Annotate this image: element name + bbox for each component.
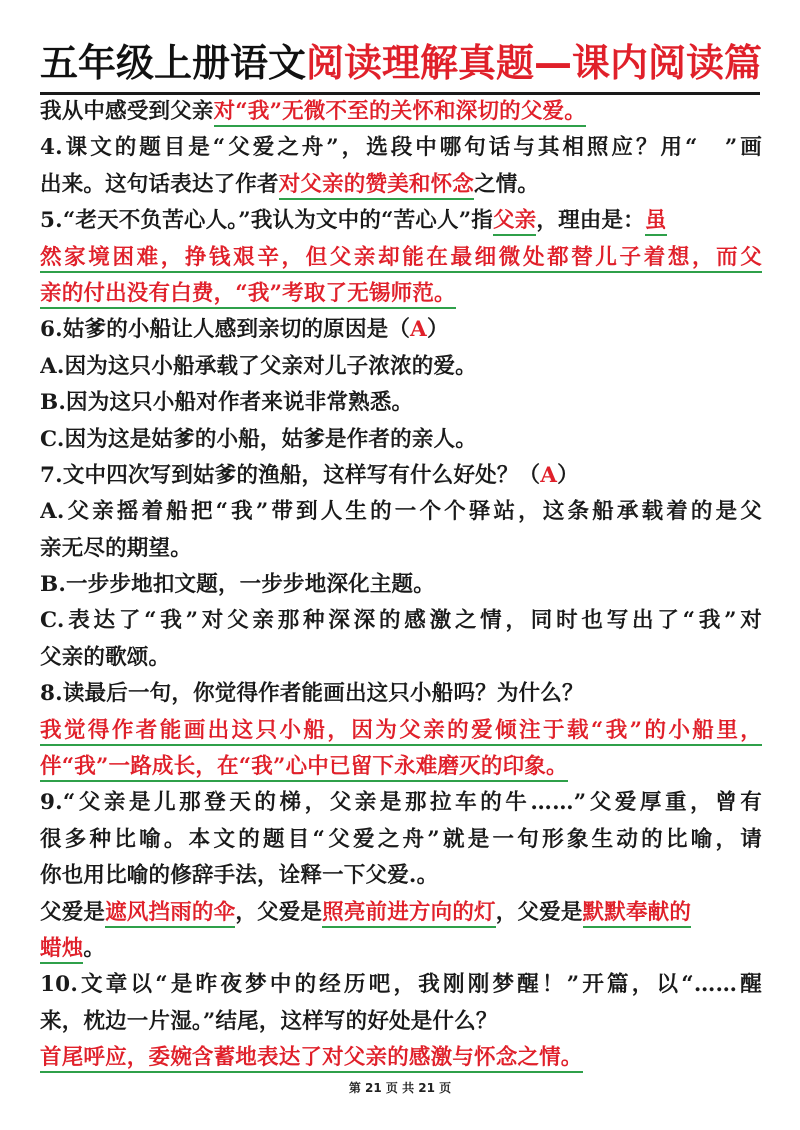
- answer-text: 对父亲的赞美和怀念: [279, 172, 474, 200]
- answer-line: 然家境困难，挣钱艰辛，但父亲却能在最细微处都替儿子着想，而父: [40, 240, 762, 276]
- text-line: 来，枕边一片湿。”结尾，这样写的好处是什么？: [40, 1008, 498, 1034]
- question-10: 10.文章以“是昨夜梦中的经历吧，我刚刚梦醒！”开篇，以“……醒: [40, 972, 762, 998]
- question-6: 6.姑爹的小船让人感到亲切的原因是（A）: [40, 317, 449, 343]
- question-5: 5.“老天不负苦心人。”我认为文中的“苦心人”指父亲，理由是：虽: [40, 203, 762, 239]
- title-topic: 阅读理解真题—课内阅读篇: [306, 41, 763, 85]
- answer-text: 父亲: [493, 208, 536, 236]
- answer-line: 蜡烛。: [40, 931, 762, 967]
- answer-choice: A: [410, 317, 427, 343]
- question-8: 8.读最后一句，你觉得作者能画出这只小船吗？为什么？: [40, 681, 584, 707]
- text-line: 出来。这句话表达了作者对父亲的赞美和怀念之情。: [40, 167, 762, 203]
- text-line: 父亲的歌颂。: [40, 644, 171, 670]
- text-line: 亲无尽的期望。: [40, 535, 192, 561]
- document-body: [40, 94, 762, 1077]
- text-line: 很多种比喻。本文的题目“父爱之舟”就是一句形象生动的比喻，请: [40, 826, 762, 852]
- answer-line: 首尾呼应，委婉含蓄地表达了对父亲的感激与怀念之情。: [40, 1040, 762, 1076]
- question-9: 9.“父亲是儿那登天的梯，父亲是那拉车的牛……”父爱厚重，曾有: [40, 790, 762, 816]
- option-a: A.因为这只小船承载了父亲对儿子浓浓的爱。: [40, 353, 477, 379]
- answer-text: 对“我”无微不至的关怀和深切的父爱。: [214, 99, 586, 127]
- answer-line: 我觉得作者能画出这只小船，因为父亲的爱倾注于载“我”的小船里，: [40, 713, 762, 749]
- text-line: 我从中感受到父亲对“我”无微不至的关怀和深切的父爱。: [40, 94, 762, 130]
- page-number: 第 21 页 共 21 页: [348, 1081, 452, 1095]
- question-7: 7.文中四次写到姑爹的渔船，这样写有什么好处？（A）: [40, 462, 579, 488]
- question-4: 4.课文的题目是“父爱之舟”，选段中哪句话与其相照应？用“ ”画: [40, 135, 762, 161]
- answer-text: 虽: [645, 208, 667, 236]
- option-c: C.表达了“我”对父亲那种深深的感激之情，同时也写出了“我”对: [40, 608, 762, 634]
- answer-line: 父爱是遮风挡雨的伞，父爱是照亮前进方向的灯，父爱是默默奉献的: [40, 895, 762, 931]
- answer-line: 亲的付出没有白费，“我”考取了无锡师范。: [40, 276, 762, 312]
- title-grade: 五年级上册语文: [40, 41, 307, 85]
- option-c: C.因为这是姑爹的小船，姑爹是作者的亲人。: [40, 426, 477, 452]
- answer-line: 伴“我”一路成长，在“我”心中已留下永难磨灭的印象。: [40, 749, 762, 785]
- option-b: B.因为这只小船对作者来说非常熟悉。: [40, 390, 414, 416]
- page-title: [40, 34, 763, 95]
- option-b: B.一步步地扣文题，一步步地深化主题。: [40, 572, 435, 598]
- option-a: A.父亲摇着船把“我”带到人生的一个个驿站，这条船承载着的是父: [40, 499, 762, 525]
- answer-choice: A: [540, 462, 558, 488]
- text-line: 你也用比喻的修辞手法，诠释一下父爱.。: [40, 863, 439, 889]
